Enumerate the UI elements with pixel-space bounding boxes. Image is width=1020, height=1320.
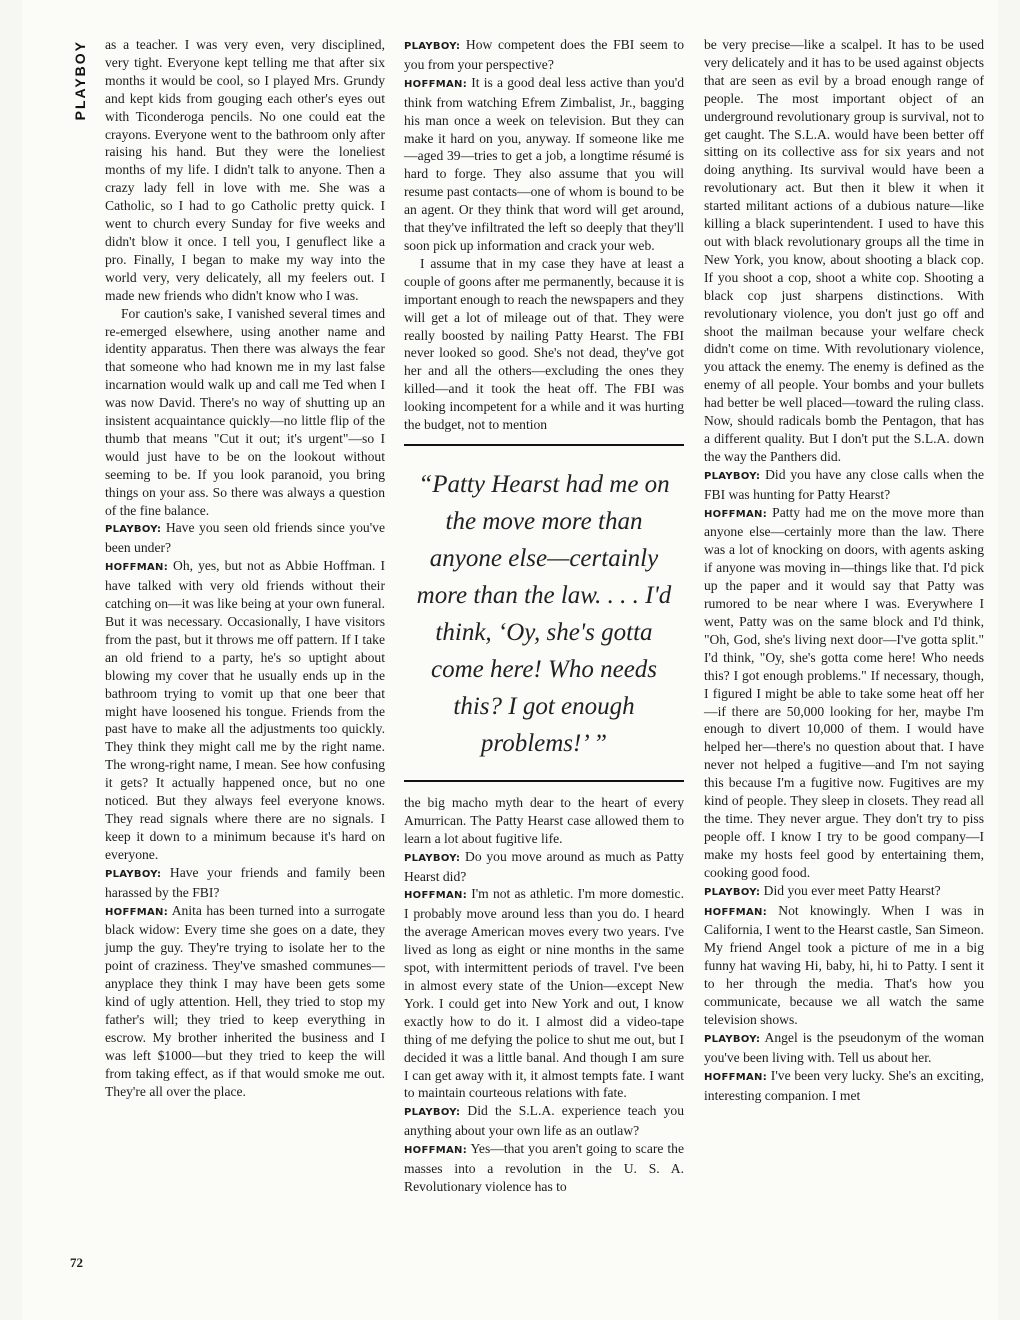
speaker-label: PLAYBOY: — [404, 1107, 461, 1119]
question — [704, 466, 984, 504]
answer-text: Yes—that you aren't going to scare the masses into a revolution in the U. S. A. Revolutionary violence has to — [404, 1141, 684, 1194]
question — [704, 882, 984, 902]
question-text: Did you have any close calls when the FBI was hunting for Patty Hearst? — [704, 466, 984, 502]
speaker-label: PLAYBOY: — [704, 1033, 761, 1045]
speaker-label: HOFFMAN: — [105, 562, 168, 574]
paragraph: the big macho myth dear to the heart of every Amurrican. The Patty Hearst case allowed them to learn a lot about fugitive life. — [404, 794, 684, 846]
answer-text: Patty had me on the move more than anyone else—certainly more than the law. There was a lot of knocking on doors, with agents asking if anyone was moving in—things like that. I'd pick up the paper and it would say that Patty was rumored to be near where I was. Everywhere I went, Patty was on the same block and I'd think, "Oh, God, she's living next door—I've gotta split." I'd think, "Oy, she's gotta come here! Who needs this? I got enough problems." If necessary, though, I figured I might be able to take some heat off her—if there are 50,000 looking for her, maybe I'm enough to divert 10,000 of them. I would have helped her—there's no question about that. I have never not helped a fugitive—and I'm not saying this because I'm a fugitive now. Fugitives are my kind of people. They sleep in closets. They read all the time. They never argue. They don't try to piss people off. I know I try to be good company—I make my hosts feel good by entertaining them, cooking good food. — [704, 504, 984, 880]
speaker-label: PLAYBOY: — [704, 886, 761, 898]
speaker-label: HOFFMAN: — [704, 508, 767, 520]
answer — [404, 74, 684, 255]
paragraph: as a teacher. I was very even, very disciplined, very tight. Everyone kept telling me that after six months it would be cool, so I played Mrs. Grundy and kept kids from gouging each other's eyes out with Ticonderoga pencils. No one could eat the crayons. Everyone went to the bathroom only after raising his hand. But they were the loneliest months of my life. I didn't talk to anyone. Then a crazy lady fell in love with me. She was a Catholic, so I had to go Catholic pretty quick. I went to church every Sunday for five weeks and didn't blow it once. I tell you, I genuflect like a pro. Finally, I began to make my way into the world very, very delicately, all my feelers out. I made new friends who didn't know who I was. — [105, 37, 385, 303]
answer — [704, 504, 984, 882]
speaker-label: PLAYBOY: — [704, 470, 761, 482]
question-text: Did the S.L.A. experience teach you anything about your own life as an outlaw? — [404, 1103, 684, 1139]
magazine-page — [22, 0, 998, 1320]
speaker-label: PLAYBOY: — [105, 524, 162, 536]
answer-text: It is a good deal less active than you'd think from watching Efrem Zimbalist, Jr., bagging his man once a week on television. But they can make it hard on you, anyway. If someone like me—aged 39—tries to get a job, a longtime résumé is hard to forge. They also assume that you will resume past contacts—one of whom is bound to be an agent. Or they think that word will get around, that they've infiltrated the left so deeply that they'll soon pick up information and crack your web. — [404, 74, 684, 253]
paragraph: For caution's sake, I vanished several times and re-emerged elsewhere, using another name and identity apparatus. Then there was always the fear that someone who had known me in my last false incarnation would walk up and call me Ted when I was now David. There's no way of shutting up an insistent acquaintance quickly—no little flip of the thumb that means "Cut it out; it's urgent"—so I would just have to be on the lookout without seeming to be. If you look paranoid, you bring things on your ass. So there was always a question of the fine balance. — [105, 305, 385, 518]
column-3 — [704, 36, 984, 1104]
question — [704, 1029, 984, 1067]
answer-text: Oh, yes, but not as Abbie Hoffman. I have talked with very old friends without their catching on—it was like being at your own funeral. But it was necessary. Occasionally, I have visitors from the past, but it throws me off pattern. If I take an old friend to a party, he's so uptight about blowing my cover that he usually ends up in the bathroom trying to vomit up that one beer that might have loosened his tongue. Friends from the past have to make all the adjustments too quickly. They think they might call me by the right name. The wrong-right name, I mean. See how confusing it gets? It actually happened once, but no one noticed. But they always feel everyone knows. They read signals where there are no signals. I keep it down to a minimum because it's hard on everyone. — [105, 558, 385, 862]
paragraph: be very precise—like a scalpel. It has to be used very delicately and it has to be used against objects that are seen as evil by a broad enough range of people. The most important object of an underground revolutionary group is survival, not to get caught. The S.L.A. would have been better off sitting on its collective ass for six years and not doing anything. Its survival would have been a revolutionary act. But then it blew it when it started militant actions of a dubious nature—like killing a black superintendent. I used to have this out with black revolutionary groups all the time in New York, you know, about shooting a black cop. If you shoot a cop, shoot a white cop. Shooting a black cop just sharpens distinctions. With revolutionary violence, you don't just go off and shoot the mailman because your welfare check didn't come on time. With revolutionary violence, you attack the enemy. The enemy is defined as the enemy of all people. Your bombs and your bullets had better be well placed—toward the ruling class. Now, should radicals bomb the Pentagon, that has a different quality. But I don't put the S.L.A. down the way the Panthers did. — [704, 37, 984, 464]
answer — [105, 557, 385, 863]
answer — [704, 1067, 984, 1105]
question — [404, 848, 684, 886]
speaker-label: HOFFMAN: — [105, 906, 168, 918]
question-text: Do you move around as much as Patty Hearst did? — [404, 848, 684, 884]
answer — [704, 902, 984, 1029]
column-1 — [105, 36, 385, 1100]
speaker-label: HOFFMAN: — [704, 906, 767, 918]
page-number: 72 — [70, 1255, 83, 1270]
question — [105, 519, 385, 557]
answer-text: I've been very lucky. She's an exciting, interesting companion. I met — [704, 1067, 984, 1103]
question-text: Have you seen old friends since you've been under? — [105, 520, 385, 556]
pull-quote: “Patty Hearst had me on the move more than anyone else—certainly more than the law. . . . I'd think, ‘Oy, she's gotta come here! Who needs this? I got enough problems!’ ” — [404, 444, 684, 782]
running-head: PLAYBOY — [72, 40, 88, 121]
answer — [105, 902, 385, 1101]
question — [404, 36, 684, 74]
speaker-label: PLAYBOY: — [105, 868, 162, 880]
speaker-label: HOFFMAN: — [404, 78, 467, 90]
answer — [404, 885, 684, 1102]
answer-text: I'm not as athletic. I'm more domestic. I probably move around less than you do. I heard the average American moves every two years. I've lived as long as eight or nine months in the same spot, with intermittent periods of travel. I've been in almost every state of the Union—except New York. I could get into New York and out, I know exactly how to do it. I almost did a video-tape thing of me defying the police to shut me out, but I decided it was a little banal. And though I am sure I can get away with it, it almost tempts fate. I want to maintain courteous relations with fate. — [404, 886, 684, 1101]
speaker-label: HOFFMAN: — [704, 1071, 767, 1083]
question-text: Angel is the pseudonym of the woman you've been living with. Tell us about her. — [704, 1029, 984, 1065]
answer-text: Not knowingly. When I was in California, I went to the Hearst castle, San Simeon. My friend Angel took a picture of me in a big funny hat waving Hi, baby, hi, hi to Patty. I sent it to her through the media. That's how you communicate, because we all watch the same television shows. — [704, 902, 984, 1027]
answer — [404, 1140, 684, 1196]
question — [404, 1102, 684, 1140]
answer-text: Anita has been turned into a surrogate black widow: Every time she goes on a date, they jump the guy. They're trying to isolate her to the point of craziness. They've smashed communes—anyplace they think I may have been gets some kind of ugly attention. Hell, they tried to stop my father's will; they tried to keep everything in escrow. My brother inherited the business and I was left $1000—but they tried to keep the will from taking effect, as if that would smoke me out. They're all over the place. — [105, 902, 385, 1099]
question — [105, 864, 385, 902]
speaker-label: PLAYBOY: — [404, 852, 461, 864]
question-text: Have your friends and family been harassed by the FBI? — [105, 864, 385, 900]
speaker-label: HOFFMAN: — [404, 1145, 467, 1157]
question-text: How competent does the FBI seem to you from your perspective? — [404, 37, 685, 72]
column-2 — [404, 36, 684, 1196]
speaker-label: HOFFMAN: — [404, 890, 467, 902]
question-text: Did you ever meet Patty Hearst? — [763, 882, 941, 898]
paragraph: I assume that in my case they have at least a couple of goons after me permanently, because it is important enough to reach the newspapers and they will get a lot of mileage out of that. They were really boosted by nailing Patty Hearst. The FBI never looked so good. She's not dead, they've got her and all the others—excluding the ones they killed—and it took the heat off. The FBI was looking incompetent for a while and it was hurting the budget, not to mention — [404, 255, 684, 433]
speaker-label: PLAYBOY: — [404, 41, 461, 52]
